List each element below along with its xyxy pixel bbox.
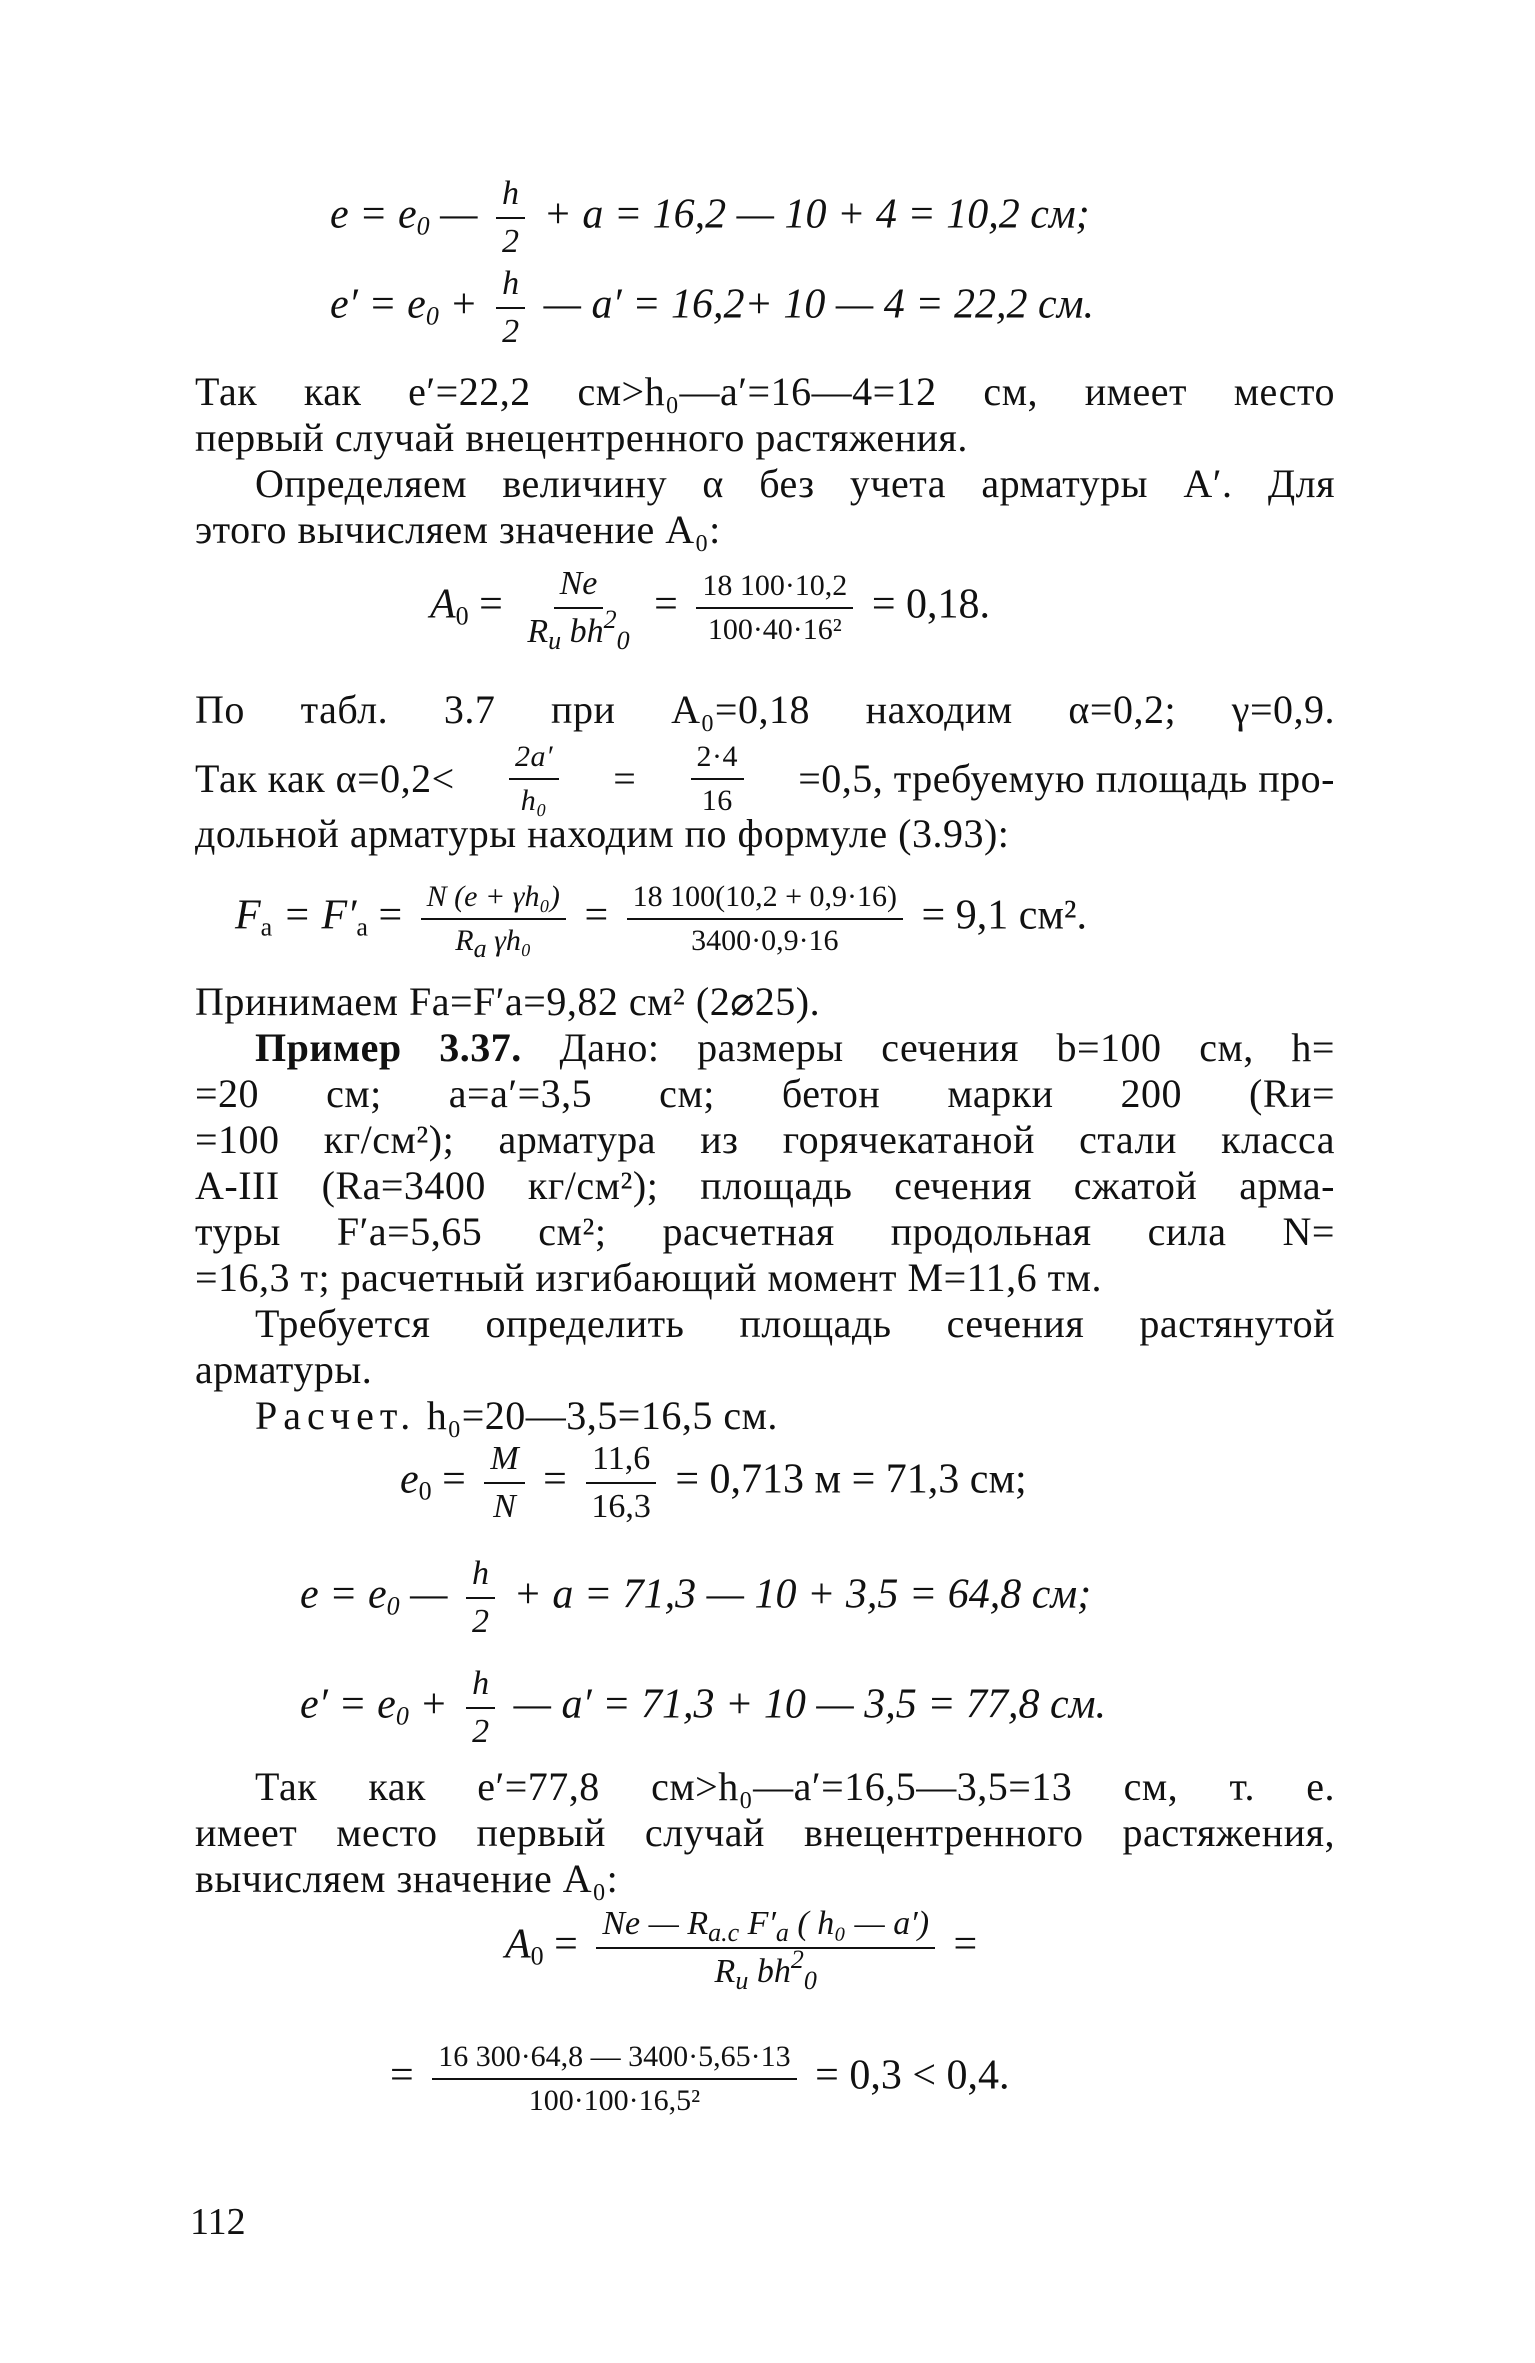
fraction-denominator: 3400·0,9·16: [691, 924, 839, 957]
formula-text: = F′: [282, 892, 357, 939]
formula-operator: +: [449, 281, 478, 328]
text-segment: Так как α=0,2<: [195, 756, 455, 801]
fraction-numerator: [596, 1905, 935, 1949]
fraction: [432, 2040, 796, 2118]
fraction-denominator: 2: [472, 1713, 490, 1750]
fraction: [509, 740, 559, 818]
formula-subscript: и: [735, 1966, 749, 1995]
text-segment: h₀=20—3,5=16,5 см.: [416, 1393, 778, 1438]
paragraph-line: Так как e′=77,8 см>h₀—a′=16,5—3,5=13 см, т. е.: [255, 1764, 1335, 1809]
fraction: [466, 1665, 495, 1751]
formula-superscript: 2: [790, 1945, 804, 1974]
formula-text: R: [527, 613, 549, 650]
paragraph-line: туры F′а=5,65 см²; расчетная продольная сила N=: [195, 1209, 1335, 1254]
formula-text: Ne — R: [602, 1905, 709, 1942]
paragraph-line: вычисляем значение A₀:: [195, 1856, 619, 1901]
fraction-numerator: 16 300·64,8 — 3400·5,65·13: [432, 2040, 796, 2080]
fraction: [696, 569, 853, 647]
formula-subscript: 0: [386, 1591, 400, 1621]
fraction-denominator: [709, 1945, 823, 1995]
paragraph-line: первый случай внецентренного растяжения.: [195, 415, 968, 460]
formula-subscript: а: [356, 912, 368, 942]
text-segment: =: [613, 756, 637, 801]
formula-text: A: [505, 1921, 531, 1968]
formula-operator: =: [378, 892, 403, 939]
formula-text: = 0,3 < 0,4.: [815, 2052, 1010, 2099]
formula-subscript: а.с: [708, 1918, 740, 1947]
calc-line: [255, 1394, 1335, 1438]
formula-e0: [400, 1440, 1027, 1526]
formula-text: + a = 71,3 — 10 + 3,5 = 64,8 см;: [513, 1571, 1092, 1618]
calc-label: Расчет.: [255, 1393, 417, 1438]
formula-text: = 9,1 см².: [921, 892, 1088, 939]
formula-text: F′: [747, 1905, 776, 1942]
formula-text: R: [455, 924, 474, 957]
formula-operator: =: [390, 2052, 414, 2099]
paragraph-line: имеет место первый случай внецентренного растяжения,: [195, 1810, 1335, 1855]
formula-subscript: 0: [418, 1476, 432, 1506]
formula-text: bh: [756, 1953, 791, 1990]
paragraph-line: =20 см; a=a′=3,5 см; бетон марки 200 (Rи=: [195, 1071, 1335, 1116]
fraction-denominator: 2: [502, 313, 520, 350]
fraction-denominator: 2: [501, 223, 519, 260]
fraction-denominator: 16: [701, 784, 733, 817]
fraction: [484, 1440, 524, 1526]
formula-text: ( h₀ — a′): [797, 1905, 930, 1942]
fraction-denominator: 100·40·16²: [707, 613, 842, 646]
fraction-denominator: 100·100·16,5²: [528, 2084, 701, 2117]
example-label: Пример 3.37.: [255, 1025, 522, 1070]
fraction-numerator: h: [466, 1555, 495, 1599]
formula-text: e′ = e: [330, 281, 426, 328]
formula-e-prime-2: [300, 1665, 1106, 1751]
fraction-numerator: N (e + γh₀): [421, 880, 566, 920]
paragraph-line: Принимаем Fа=F′а=9,82 см² (2⌀25).: [195, 979, 821, 1024]
formula-text: bh: [569, 613, 604, 650]
formula-operator: —: [440, 191, 478, 238]
fraction-denominator: [521, 605, 635, 655]
paragraph-line: Определяем величину α без учета арматуры A′. Для: [255, 461, 1335, 506]
formula-operator: +: [419, 1681, 448, 1728]
fraction-numerator: 18 100·10,2: [696, 569, 853, 609]
formula-superscript: 2: [603, 605, 617, 634]
formula-operator: =: [584, 892, 609, 939]
formula-subscript: 0: [416, 211, 430, 241]
formula-a0-result: [390, 2040, 1010, 2118]
formula-text: F: [235, 892, 261, 939]
formula-subscript: 0: [395, 1701, 409, 1731]
paragraph-line: Так как e′=22,2 см>h₀—a′=16—4=12 см, имеет место: [195, 369, 1335, 414]
paragraph-line: По табл. 3.7 при A₀=0,18 находим α=0,2; γ=0,9.: [195, 687, 1335, 732]
formula-text: = 0,18.: [871, 581, 990, 628]
paragraph-line: дольной арматуры находим по формуле (3.93):: [195, 811, 1010, 856]
formula-text: γh₀: [494, 924, 532, 957]
formula-operator: =: [554, 1921, 578, 1968]
fraction: [596, 1905, 935, 1995]
formula-subscript: 0: [455, 601, 469, 631]
formula-subscript: а: [260, 912, 273, 942]
fraction: [496, 265, 525, 351]
formula-text: R: [714, 1953, 736, 1990]
fraction: [521, 565, 635, 655]
formula-subscript: 0: [425, 301, 439, 331]
paragraph-line: A-III (Rа=3400 кг/см²); площадь сечения сжатой арма-: [195, 1163, 1335, 1208]
formula-operator: =: [479, 581, 503, 628]
formula-text: — a′ = 71,3 + 10 — 3,5 = 77,8 см.: [513, 1681, 1107, 1728]
formula-text: e = e: [300, 1571, 387, 1618]
fraction: [627, 880, 903, 958]
text-segment: =0,5, требуемую площадь про-: [798, 756, 1335, 801]
fraction-numerator: Ne: [554, 565, 604, 609]
fraction-numerator: h: [496, 265, 525, 309]
fraction-denominator: N: [493, 1488, 516, 1525]
paragraph-line: арматуры.: [195, 1347, 373, 1392]
formula-text: A: [430, 581, 456, 628]
formula-text: = 0,713 м = 71,3 см;: [675, 1456, 1027, 1503]
fraction: [466, 1555, 495, 1641]
fraction-numerator: 18 100(10,2 + 0,9·16): [627, 880, 903, 920]
formula-text: e: [400, 1456, 419, 1503]
fraction-denominator: 2: [471, 1603, 489, 1640]
formula-subscript: и: [548, 626, 562, 655]
formula-subscript: а: [775, 1918, 789, 1947]
formula-e-prime: [330, 265, 1094, 351]
formula-operator: —: [410, 1571, 448, 1618]
text-segment: Дано: размеры сечения b=100 см, h=: [521, 1025, 1335, 1070]
formula-operator: =: [654, 581, 678, 628]
formula-text: — a′ = 16,2+ 10 — 4 = 22,2 см.: [543, 281, 1095, 328]
fraction-denominator: [449, 920, 537, 963]
formula-text: e = e: [330, 191, 417, 238]
fraction: [496, 175, 525, 261]
formula-operator: =: [543, 1456, 567, 1503]
fraction: [691, 740, 745, 818]
formula-a0-2: [505, 1905, 978, 1995]
paragraph-line: Требуется определить площадь сечения растянутой: [255, 1301, 1335, 1346]
paragraph-line: =100 кг/см²); арматура из горячекатаной стали класса: [195, 1117, 1335, 1162]
formula-text: e′ = e: [300, 1681, 396, 1728]
fraction-denominator: h₀: [520, 784, 548, 817]
formula-a0: [430, 565, 990, 655]
fraction-denominator: 16,3: [591, 1488, 651, 1525]
fraction-numerator: 11,6: [586, 1440, 656, 1484]
fraction-numerator: h: [496, 175, 525, 219]
example-heading-line: [255, 1026, 1335, 1070]
formula-subscript: а: [473, 934, 487, 963]
fraction-numerator: h: [466, 1665, 495, 1709]
formula-text: + a = 16,2 — 10 + 4 = 10,2 см;: [543, 191, 1090, 238]
paragraph-line: этого вычисляем значение A₀:: [195, 507, 721, 552]
formula-e: [330, 175, 1090, 261]
paragraph-line: [195, 740, 1335, 818]
fraction: [585, 1440, 657, 1526]
fraction-numerator: 2·4: [691, 740, 745, 780]
formula-operator: =: [442, 1456, 466, 1503]
fraction-numerator: 2a′: [509, 740, 559, 780]
formula-subscript: 0: [803, 1966, 817, 1995]
formula-fa: [235, 880, 1088, 963]
formula-subscript: 0: [530, 1941, 544, 1971]
paragraph-line: =16,3 т; расчетный изгибающий момент M=11,6 тм.: [195, 1255, 1102, 1300]
formula-e-2: [300, 1555, 1091, 1641]
fraction-numerator: M: [484, 1440, 524, 1484]
formula-subscript: 0: [616, 626, 630, 655]
fraction: [421, 880, 566, 963]
formula-operator: =: [953, 1921, 978, 1968]
page-number: 112: [190, 2201, 246, 2243]
